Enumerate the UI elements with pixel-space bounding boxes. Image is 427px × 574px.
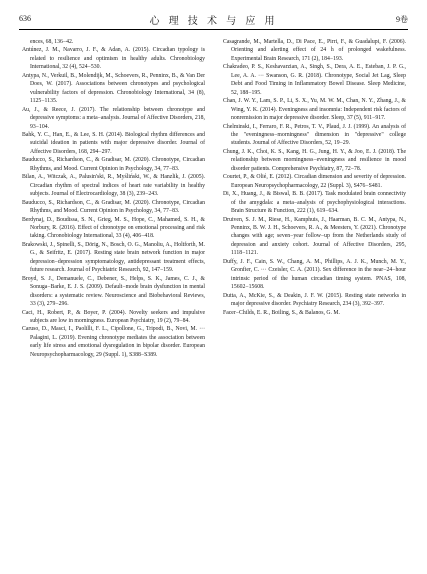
reference-entry: Au, J., & Reece, J. (2017). The relationship between chronotype and depressive symptoms: a meta−analysis. Journal of Affective Disorders, 218, 93−104.	[22, 106, 205, 130]
reference-entry: Chung, J. K., Choi, K. S., Kang, H. G., Jung, H. Y., & Joo, E. J. (2018). The relationship between morningness−eveningness and resilience in mood disorder patients. Comprehensive Psychiatry, 87, 72−78.	[223, 148, 406, 172]
reference-entry: Casagrande, M., Martella, D., Di Pace, E., Pirri, F., & Guadalupi, F. (2006). Orienting and alerting effect of 24 h of prolonged wakefulness. Experimental Brain Research, 171 (2), 184−193.	[223, 39, 406, 62]
reference-entry: Chakradeo, P. S., Keshavarzian, A., Singh, S., Dera, A. E., Esteban, J. P. G., Lee, A. A. ··· Swanson, G. R. (2018). Chronotype, Social Jet Lag, Sleep Debt and Food Timing in Inflammatory Bowel Disease. Sleep Medicine, 52, 188−195.	[223, 64, 406, 96]
page-header	[19, 10, 408, 30]
reference-entry: Bilan, A., Witczak, A., Palusin'ski, R., Myśliński, W., & Hanzlik, J. (2005). Circadian rhythm of spectral indices of heart rate variability in healthy subjects. Journal of Electrocardiology, 38 (3), 239−243.	[22, 174, 205, 198]
reference-entry: Duffy, J. F., Cain, S. W., Chang, A. M., Phillips, A. J. K., Munch, M. Y., Gronfier, C. ··· Czeisler, C. A. (2011). Sex difference in the near−24−hour intrinsic period of the human circadian timing system. PNAS, 108, 15602−15608.	[223, 258, 406, 291]
reference-entry: Antypa, N., Verkuil, B., Molendijk, M., Schoevers, R., Penninx, B., & Van Der Does, W. (2017). Associations between chronotypes and psychological vulnerability factors of depression. Chronobiology International, 34 (8), 1125−1135.	[22, 72, 205, 105]
reference-entry: Chelminski, I., Ferraro, F. R., Petros, T. V., Plaud, J. J. (1999). An analysis of the "eveningness−morningness" dimension in "depressive" college students. Journal of Affective Disorders, 52, 19−29.	[223, 123, 406, 147]
reference-entry: Bauducco, S., Richardson, C., & Gradisar, M. (2020). Chronotype, Circadian Rhythms, and Mood. Current Opinion in Psychology, 34, 77−83.	[22, 157, 205, 172]
reference-entry: Berdynaj, D., Boudissa, S. N., Grieg, M. S., Hope, C., Mahamed, S. H., & Norbury, R. (2016). Effect of chronotype on emotional processing and risk taking. Chronobiology International, 33 (4), 406−418.	[22, 216, 205, 240]
references-right-column	[223, 38, 406, 317]
journal-title: 心 理 技 术 与 应 用	[149, 16, 278, 27]
page-number: 636	[19, 14, 31, 23]
reference-entry: Caci, H., Robert, P., & Boyer, P. (2004). Novelty seekers and impulsive subjects are low in morningness. European Psychiatry, 19 (2), 79−84.	[22, 309, 205, 324]
reference-entry: Antúnez, J. M., Navarro, J. F., & Adan, A. (2015). Circadian typology is related to resilience and optimism in healthy adults. Chronobiology International, 32 (4), 524−530.	[22, 47, 205, 71]
reference-entry: Brakowski, J., Spinelli, S., Dörig, N., Bosch, O. G., Manoliu, A., Holtforth, M. G., & Seifritz, E. (2017). Resting state brain network function in major depression−depression symptomatology, antidepressant treatment effects, future research. Journal of Psychiatric Research, 92, 147−159.	[22, 241, 205, 274]
volume-label: 9卷	[396, 15, 408, 24]
reference-entry: Broyd, S. J., Demanuele, C., Debener, S., Helps, S. K., James, C. J., & Sonuga−Barke, E. J. S. (2009). Default−mode brain dysfunction in mental disorders: a systematic review. Neuroscience and Biobehavioral Reviews, 33 (3), 279−296.	[22, 275, 205, 308]
reference-entry: Chan, J. W. Y., Lam, S. P., Li, S. X., Yu, M. W. M., Chan, N. Y., Zhang, J., & Wing, Y. K. (2014). Eveningness and insomnia: Independent risk factors of nonremission in major depressive disorder. Sleep, 37 (5), 911−917.	[223, 98, 406, 122]
reference-entry: Facer−Childs, E. R., Boiling, S., & Balanos, G. M.	[223, 309, 340, 316]
reference-entry: Caruso, D., Masci, I., Paolilli, F. L., Cipollone, G., Tripodi, B., Novi, M. ··· Palagini, L. (2019). Evening chronotype mediates the association between early life stress and emotional dysregulation in bipolar disorder. European Neuropsychopharmacology, 29 (Suppl. 1), S388−S389.	[22, 326, 205, 358]
reference-entry: Di, X., Huang, J., & Biswal, B. B. (2017). Task modulated brain connectivity of the amygdala: a meta−analysis of psychophysiological interactions. Brain Structure & Function, 222 (1), 619−634.	[223, 191, 406, 215]
references-left-column	[22, 38, 205, 359]
reference-entry: Bauducco, S., Richardson, C., & Gradisar, M. (2020). Chronotype, Circadian Rhythms, and Mood. Current Opinion in Psychology, 34, 77−83.	[22, 199, 205, 215]
header-rule	[19, 29, 408, 30]
reference-entry: Druiven, S. J. M., Riese, H., Kamphuis, J., Haarman, B. C. M., Antypa, N., Penninx, B. W. J. H., Schoevers, R. A., & Meesters, Y. (2021). Chronotype changes with age; seven−year follow−up from the Netherlands study of depression and anxiety cohort. Journal of Affective Disorders, 295, 1118−1121.	[223, 216, 406, 257]
reference-entry: Bahk, Y. C., Han, E., & Lee, S. H. (2014). Biological rhythm differences and suicidal ideation in patients with major depressive disorder. Journal of Affective Disorders, 168, 294−297.	[22, 131, 205, 155]
reference-entry: ences, 68, 136−42.	[30, 39, 74, 45]
reference-entry: Courtet, P., & Olié, E. (2012). Circadian dimension and severity of depression. European Neuropsychopharmacology, 22 (Suppl. 3), S476−S481.	[223, 174, 406, 189]
reference-entry: Dutta, A., McKie, S., & Deakin, J. F. W. (2015). Resting state networks in major depressive disorder. Psychiatry Research, 234 (3), 392−397.	[223, 292, 406, 308]
